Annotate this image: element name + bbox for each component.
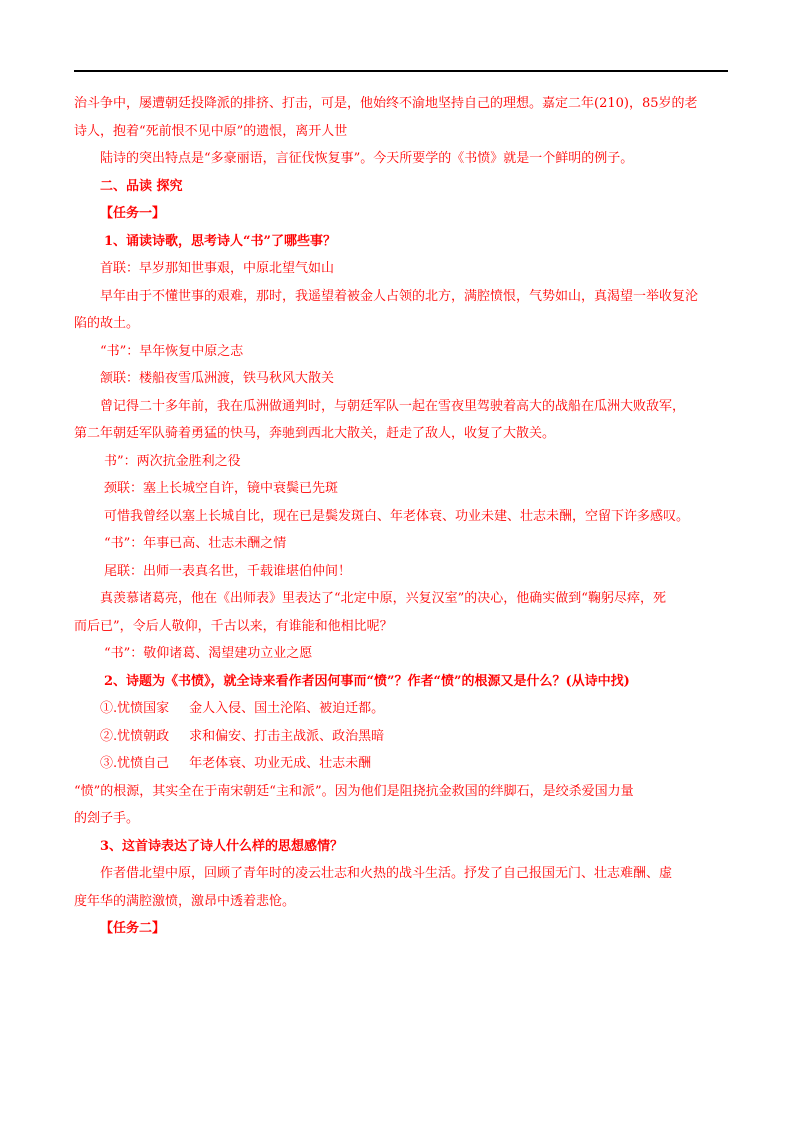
- intro-line-3: 陆诗的突出特点是“多豪丽语，言征伐恢复事”。今天所要学的《书愤》就是一个鲜明的例子。: [100, 151, 634, 166]
- fen-item-label: ②.忧愤朝政: [100, 728, 170, 744]
- shu-summary-3: “书”：年事已高、壮志未酬之情: [104, 536, 287, 551]
- shu-summary-2: 书”：两次抗金胜利之役: [104, 453, 241, 469]
- task2-label: 【任务二】: [100, 921, 166, 936]
- task1-label: 【任务一】: [100, 206, 166, 221]
- answer-3-line-1: 作者借北望中原，回顾了青年时的凌云壮志和火热的战斗生活。抒发了自己报国无门、壮志难酬、虚: [100, 866, 673, 881]
- weilian-line: 尾联：出师一表真名世，千载谁堪伯仲间！: [104, 563, 352, 579]
- hanlian-explanation-1: 曾记得二十多年前，我在瓜洲做通判时，与朝廷军队一起在雪夜里驾驶着高大的战船在瓜洲大败敌军，: [100, 398, 686, 414]
- question-2: 2、诗题为《书愤》，就全诗来看作者因何事而“愤”？作者“愤”的根源又是什么？(从诗中找): [104, 673, 630, 689]
- shoulian-explanation-2: 陷的故土。: [74, 316, 140, 331]
- section-heading: 二、品读 探究: [100, 178, 183, 194]
- shoulian-explanation-1: 早年由于不懂世事的艰难，那时，我遥望着被金人占领的北方，满腔愤恨，气势如山，真渴望一举收复沦: [100, 288, 699, 304]
- fen-item-detail: 年老体衰、功业无成、壮志未酬: [189, 756, 372, 771]
- intro-line-1: 治斗争中，屡遭朝廷投降派的排挤、打击，可是，他始终不渝地坚持自己的理想。嘉定二年(210)，85岁的老: [74, 96, 698, 111]
- weilian-explanation-1: 真羡慕诸葛亮，他在《出师表》里表达了“北定中原，兴复汉室”的决心，他确实做到“鞠躬尽瘁，死: [100, 591, 666, 606]
- hanlian-line: 颔联：楼船夜雪瓜洲渡，铁马秋风大散关: [100, 371, 335, 386]
- hanlian-explanation-2: 第二年朝廷军队骑着勇猛的快马，奔驰到西北大散关，赶走了敌人，收复了大散关。: [74, 426, 556, 441]
- fen-item-label: ③.忧愤自己: [100, 756, 170, 771]
- answer-3-line-2: 度年华的满腔激愤，激昂中透着悲怆。: [74, 893, 296, 909]
- shu-summary-1: “书”：早年恢复中原之志: [100, 343, 244, 359]
- fen-item-detail: 金人入侵、国土沦陷、被迫迁都。: [189, 701, 385, 716]
- question-1: 1、诵读诗歌，思考诗人“书”了哪些事？: [104, 233, 337, 249]
- root-cause-1: “愤”的根源，其实全在于南宋朝廷“主和派”。因为他们是阻挠抗金救国的绊脚石，是绞杀爱国力量: [74, 783, 634, 799]
- weilian-explanation-2: 而后已”，令后人敬仰，千古以来，有谁能和他相比呢？: [74, 618, 393, 634]
- document-body: [74, 90, 734, 943]
- jinglian-explanation: 可惜我曾经以塞上长城自比，现在已是鬓发斑白、年老体衰、功业未建、壮志未酬，空留下许多感叹。: [104, 508, 690, 524]
- fen-item-detail: 求和偏安、打击主战派、政治黑暗: [189, 728, 385, 744]
- jinglian-line: 颈联：塞上长城空自许，镜中衰鬓已先斑: [104, 481, 339, 496]
- question-3: 3、这首诗表达了诗人什么样的思想感情？: [100, 838, 344, 854]
- fen-item: [74, 723, 734, 751]
- shu-summary-4: “书”：敬仰诸葛、渴望建功立业之愿: [104, 646, 313, 661]
- fen-item: [74, 695, 734, 723]
- root-cause-2: 的刽子手。: [74, 811, 140, 826]
- header-rule: [74, 70, 728, 72]
- fen-item-label: ①.忧愤国家: [100, 701, 170, 716]
- intro-line-2: 诗人，抱着“死前恨不见中原”的遗恨，离开人世: [74, 123, 348, 139]
- shoulian-line: 首联：早岁那知世事艰，中原北望气如山: [100, 261, 335, 276]
- fen-item: [74, 750, 734, 778]
